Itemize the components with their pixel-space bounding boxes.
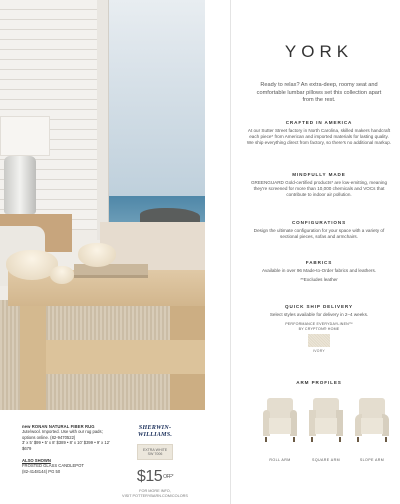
ivory-fabric-swatch	[308, 334, 330, 347]
section-body: Design the ultimate configuration for your space with a variety of sectional pieces, sofas and armchairs.	[253, 228, 385, 240]
section-body: Available in over 96 Made-to-Order fabrics and leathers.	[261, 268, 377, 273]
rug-sizes: 3' x 5' $99 • 5' x 8' $389 • 8' x 10' $399 • 9' x 12' $679	[22, 440, 110, 451]
promo-note-line2: VISIT POTTERYBARN.COM/COLORS	[122, 493, 188, 498]
page-divider	[230, 0, 231, 504]
section-quick-ship	[246, 304, 392, 353]
arm-profile-label: SLOPE ARM	[359, 458, 385, 462]
promo-note-line1: FOR MORE INFO,	[139, 489, 171, 493]
slope-arm-chair-icon	[355, 398, 389, 442]
bowl-medium	[78, 243, 116, 267]
rug-title: new RONAN NATURAL FIBER RUG	[22, 424, 95, 429]
arm-profile-square	[308, 398, 344, 462]
arm-profile-slope	[354, 398, 390, 462]
section-heading: CRAFTED IN AMERICA	[285, 120, 353, 125]
square-arm-chair-icon	[309, 398, 343, 442]
collection-intro: Ready to relax? An extra-deep, roomy seat and comfortable lumbar pillows set this collection apart from the rest.	[256, 82, 382, 104]
section-configurations	[246, 220, 392, 240]
product-caption	[0, 410, 205, 504]
price-off: OFF*	[163, 474, 174, 480]
paint-swatch	[137, 444, 173, 460]
also-shown-item: FROSTED GLASS CANDLEPOT	[22, 463, 84, 469]
books	[74, 264, 148, 278]
fabric-line1: PERFORMANCE EVERYDAYLINEN™	[285, 322, 353, 327]
table-leg-left	[20, 300, 46, 410]
window-frame	[97, 0, 109, 240]
section-mindfully-made	[246, 172, 392, 199]
candlepot	[50, 266, 74, 284]
table-shelf	[46, 340, 205, 374]
section-body: Select styles available for delivery in 2–4 weeks.	[269, 312, 369, 317]
price-amount: $15	[136, 468, 163, 485]
arm-profiles-heading: ARM PROFILES	[296, 380, 342, 385]
collection-title: YORK	[284, 42, 354, 61]
section-body: At our Sutter Street factory in North Carolina, skilled makers handcraft each piece* from American and imported materials for lasting quality. We ship everything direct from factory, so there's no additional markup.	[246, 128, 392, 146]
roll-arm-chair-icon	[263, 398, 297, 442]
swatch-label: IVORY	[313, 349, 325, 354]
section-heading: MINDFULLY MADE	[292, 172, 346, 177]
arm-profile-label: ROLL ARM	[269, 458, 291, 462]
promo-note	[122, 489, 188, 499]
discount-price	[122, 468, 188, 486]
arm-profile-roll	[262, 398, 298, 462]
section-body: GREENGUARD Gold-certified products* are low-emitting, meaning they're screened for more than 10,000 chemicals and VOCs that contribute to indoor air pollution.	[250, 180, 388, 198]
lamp-shade	[0, 116, 50, 156]
lamp-base	[4, 156, 36, 214]
also-shown-heading: ALSO SHOWN	[22, 458, 51, 464]
paint-swatch-code: SW 7006	[147, 452, 163, 457]
section-note: **Excludes leather	[300, 277, 338, 283]
sherwin-williams-promo	[122, 424, 188, 499]
section-crafted	[246, 120, 392, 147]
sherwin-williams-logo: SHERWIN-WILLIAMS.	[137, 424, 173, 438]
hero-photo	[0, 0, 205, 410]
section-heading: QUICK SHIP DELIVERY	[285, 304, 353, 309]
rug-info	[22, 424, 112, 474]
section-heading: CONFIGURATIONS	[291, 220, 347, 225]
fabric-name	[246, 322, 392, 331]
collection-details	[238, 0, 400, 504]
fabric-line2: BY CRYPTON® HOME	[298, 326, 340, 331]
paint-swatch-name: EXTRA WHITE	[142, 448, 168, 452]
sky	[109, 0, 205, 196]
rug-desc: Jute/wool. Imported. Use with our rug pads; options online. (82-9470522)	[22, 429, 103, 440]
also-shown-code: (82-4148144) PG 50	[22, 468, 61, 474]
arm-profiles	[262, 398, 390, 468]
arm-profile-label: SQUARE ARM	[312, 458, 340, 462]
section-heading: FABRICS	[305, 260, 333, 265]
section-fabrics	[246, 260, 392, 283]
